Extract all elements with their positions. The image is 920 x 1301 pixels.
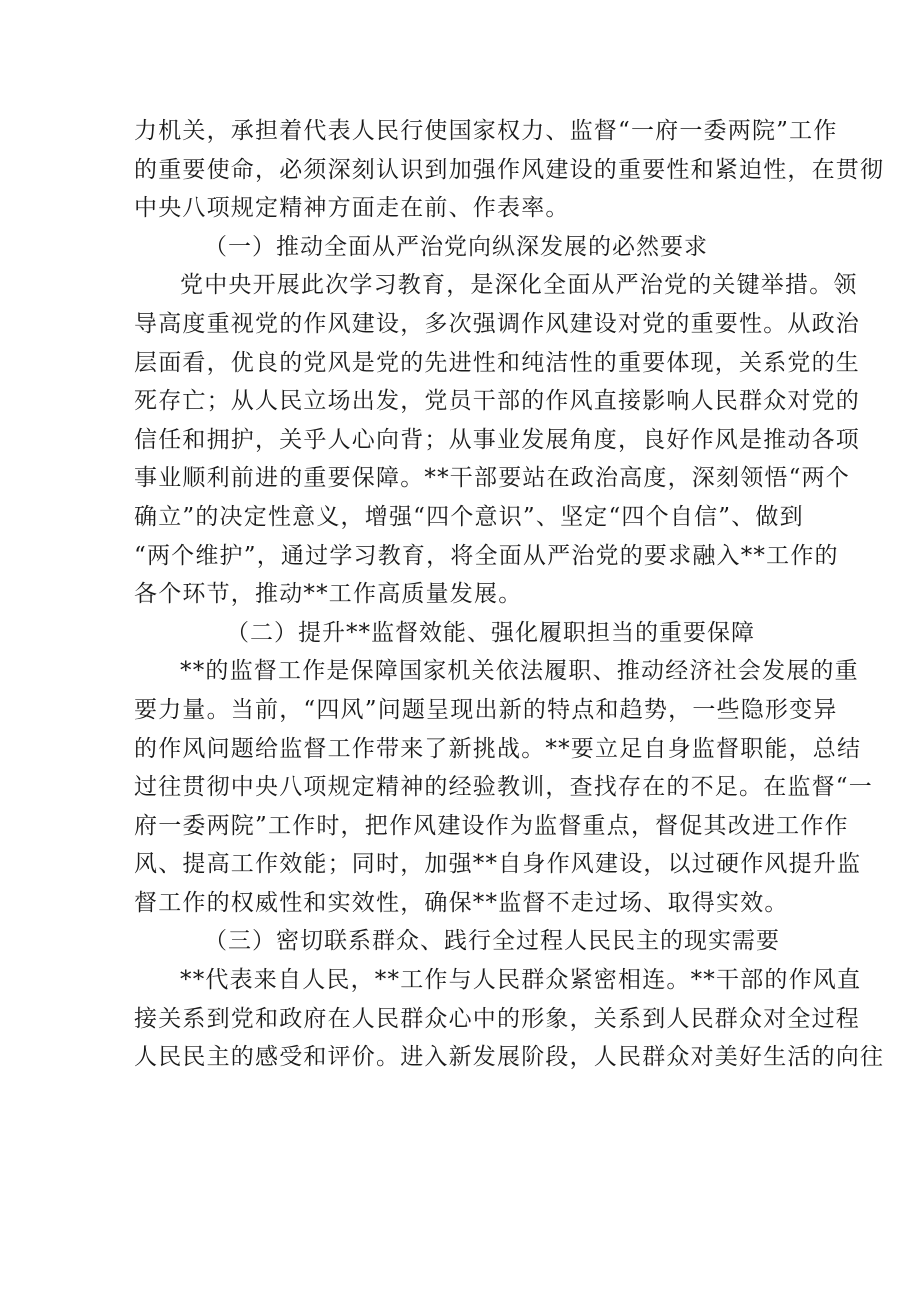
paragraph-line: 信任和拥护，关乎人心向背；从事业发展角度，良好作风是推动各项 [134,426,860,453]
paragraph-line: 过往贯彻中央八项规定精神的经验教训，查找存在的不足。在监督“一 [134,774,873,801]
paragraph-line: 风、提高工作效能；同时，加强**自身作风建设，以过硬作风提升监 [134,851,862,878]
document-body [134,112,885,1077]
paragraph-line: 确立”的决定性意义，增强“四个意识”、坚定“四个自信”、做到 [134,503,804,530]
paragraph-line: 死存亡；从人民立场出发，党员干部的作风直接影响人民群众对党的 [134,388,860,415]
paragraph-line: “两个维护”，通过学习教育，将全面从严治党的要求融入**工作的 [134,542,839,569]
paragraph-line: 党中央开展此次学习教育，是深化全面从严治党的关键举措。领 [180,272,858,299]
intro-line: 的重要使命，必须深刻认识到加强作风建设的重要性和紧迫性，在贯彻 [134,156,885,183]
paragraph-line: **的监督工作是保障国家机关依法履职、推动经济社会发展的重 [180,658,859,685]
section-heading-1: （一）推动全面从严治党向纵深发展的必然要求 [204,233,708,260]
intro-line: 中央八项规定精神方面走在前、作表率。 [134,195,570,222]
paragraph-line: 人民民主的感受和评价。进入新发展阶段，人民群众对美好生活的向往 [134,1044,885,1071]
paragraph-line: 导高度重视党的作风建设，多次强调作风建设对党的重要性。从政治 [134,310,860,337]
paragraph-line: 接关系到党和政府在人民群众心中的形象，关系到人民群众对全过程 [134,1005,860,1032]
paragraph-line: 的作风问题给监督工作带来了新挑战。**要立足自身监督职能，总结 [134,735,862,762]
intro-line: 力机关，承担着代表人民行使国家权力、监督“一府一委两院”工作 [134,118,838,144]
paragraph-line: 督工作的权威性和实效性，确保**监督不走过场、取得实效。 [134,889,789,916]
paragraph-line: 事业顺利前进的重要保障。**干部要站在政治高度，深刻领悟“两个 [134,465,850,492]
paragraph-line: 要力量。当前，“四风”问题呈现出新的特点和趋势，一些隐形变异 [134,696,838,723]
section-heading-2: （二）提升**监督效能、强化履职担当的重要保障 [226,619,755,646]
paragraph-line: 府一委两院”工作时，把作风建设作为监督重点，督促其改进工作作 [134,812,849,839]
paragraph-line: **代表来自人民，**工作与人民群众紧密相连。**干部的作风直 [180,967,862,994]
paragraph-line: 各个环节，推动**工作高质量发展。 [134,581,523,608]
section-heading-3: （三）密切联系群众、践行全过程人民民主的现实需要 [204,928,780,955]
paragraph-line: 层面看，优良的党风是党的先进性和纯洁性的重要体现，关系党的生 [134,349,860,376]
